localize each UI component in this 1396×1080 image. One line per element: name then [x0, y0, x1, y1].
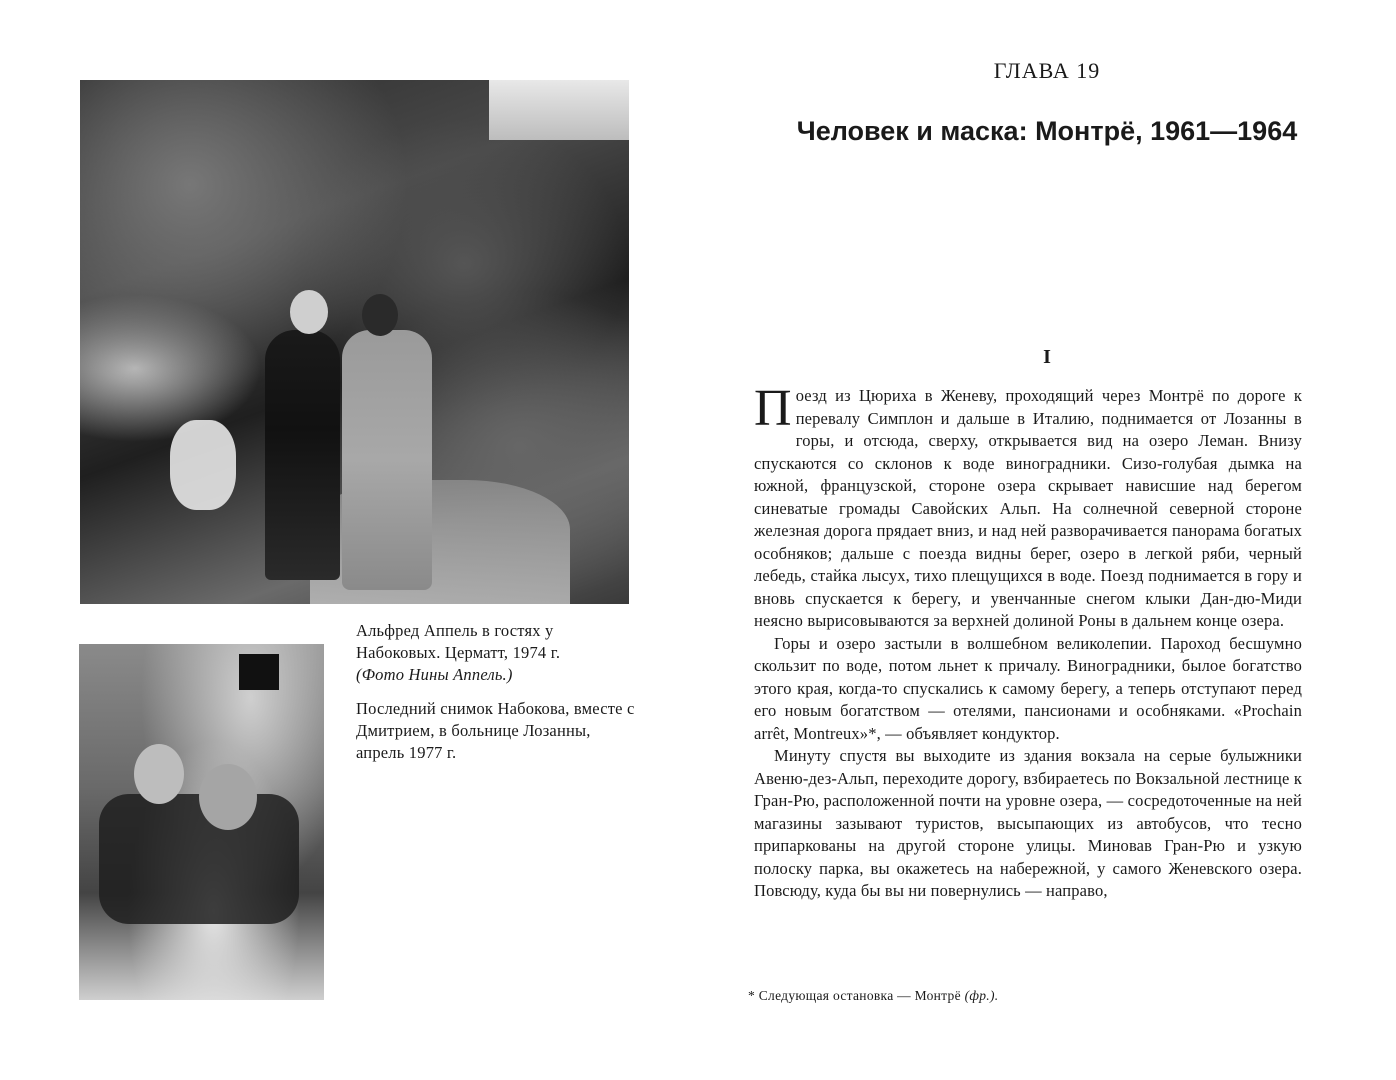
section-number: I — [1043, 346, 1051, 368]
right-page — [698, 0, 1396, 1080]
figure-nabokov — [265, 330, 340, 580]
caption-zermatt-text: Альфред Аппель в гостях у Набоковых. Церматт, 1974 г. — [356, 621, 561, 662]
chapter-title: Человек и маска: Монтрё, 1961—1964 — [796, 116, 1298, 146]
figure-appel-head — [362, 294, 398, 336]
caption-zermatt-credit: (Фото Нины Аппель.) — [356, 665, 513, 684]
footnote — [748, 988, 1308, 1004]
footnote-text: * Следующая остановка — Монтрё — [748, 988, 961, 1003]
paragraph-3: Минуту спустя вы выходите из здания вокзала на серые булыжники Авеню-дез-Альп, переходите дорогу, взбираетесь по Вокзальной лестнице к Гран-Рю, расположенной почти на уровне озера, — сосредоточенные на ней магазины зазывают туристов, высыпающих из автобусов, что тесно припаркованы на другой стороне улицы. Миновав Гран-Рю и узкую полоску парка, вы окажетесь на набережной, у самого Женевского озера. Повсюду, куда бы вы ни повернулись — направо, — [754, 746, 1302, 900]
photo-sky — [489, 80, 629, 140]
photo-hospital-lausanne — [79, 644, 324, 1000]
figure-nabokov-head — [290, 290, 328, 334]
caption-lausanne-text: Последний снимок Набокова, вместе с Дмитрием, в больнице Лозанны, апрель 1977 г. — [356, 699, 635, 762]
figure-nabokov-hospital — [199, 764, 257, 830]
footnote-lang: (фр.). — [964, 988, 999, 1003]
caption-zermatt — [356, 620, 636, 686]
figure-dmitri — [134, 744, 184, 804]
drop-cap: П — [754, 380, 792, 437]
photo-device — [239, 654, 279, 690]
photo-bed-shadow — [99, 794, 299, 924]
paragraph-1 — [754, 380, 1302, 633]
chapter-label: ГЛАВА 19 — [993, 58, 1101, 83]
caption-lausanne — [356, 698, 636, 764]
paragraph-1-text: оезд из Цюриха в Женеву, проходящий через Монтрё по дороге к перевалу Симплон и дальше в Италию, поднимается от Лозанны в горы, и отсюда, сверху, открывается вид на озеро Леман. Внизу спускаются со склонов к воде виноградники. Сизо-голубая дымка на южной, французской, стороне озера скрывает нависшие над берегом синеватые громады Савойских Альп. На солнечной северной стороне железная дорога прядает вниз, и над ней разворачивается панорама богатых особняков; дальше с поезда видны берег, озеро в легкой ряби, черный лебедь, стайка лысух, тихо плещущихся в воде. Поезд поднимается в гору и вновь спускается к берегу, и увенчанные снегом клыки Дан-дю-Миди неясно вырисовываются за верхней долиной Роны в дальнем конце озера. — [754, 386, 1302, 630]
butterfly-net — [170, 420, 236, 510]
photo-captions — [356, 620, 636, 776]
body-text — [754, 380, 1302, 903]
figure-appel — [342, 330, 432, 590]
photo-appel-zermatt — [80, 80, 629, 604]
paragraph-2: Горы и озеро застыли в волшебном великолепии. Пароход бесшумно скользит по воде, потом льнет к причалу. Виноградники, былое богатство этого края, когда-то спускались к самому берегу, а теперь отступают перед его новым богатством — отелями, пансионами и особняками. «Prochain arrêt, Montreux»*, — объявляет кондуктор. — [754, 633, 1302, 743]
